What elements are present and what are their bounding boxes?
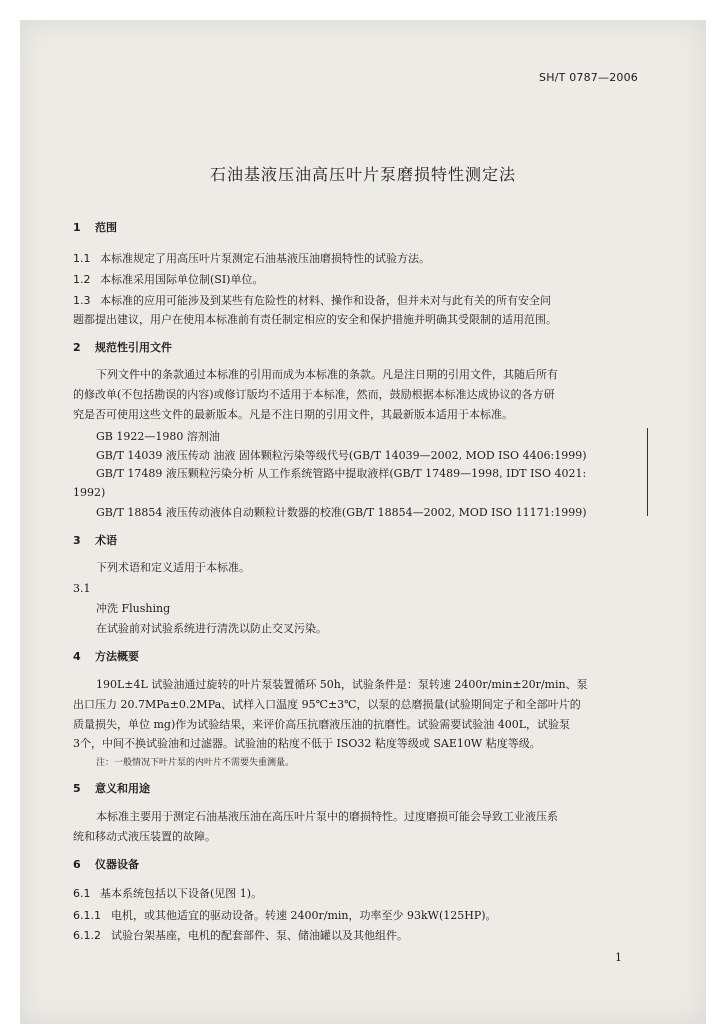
section-4-para-line-1: 190L±4L 试验油通过旋转的叶片泵装置循环 50h，试验条件是：泵转速 2400r/min±20r/min、泵 <box>96 678 588 691</box>
section-5-heading: 5 意义和用途 <box>73 782 150 795</box>
clause-1-1: 1.1 本标准规定了用高压叶片泵测定石油基液压油磨损特性的试验方法。 <box>73 252 430 265</box>
section-5-para-line-1: 本标准主要用于测定石油基液压油在高压叶片泵中的磨损特性。过度磨损可能会导致工业液压系 <box>96 810 558 823</box>
section-2-para-line-1: 下列文件中的条款通过本标准的引用而成为本标准的条款。凡是注日期的引用文件，其随后所有 <box>96 368 558 381</box>
term-flushing: 冲洗 Flushing <box>96 602 171 615</box>
section-4-para-line-4: 3个，中间不换试验油和过滤器。试验油的粘度不低于 ISO32 粘度等级或 SAE10W 粘度等级。 <box>73 737 541 750</box>
standard-code: SH/T 0787—2006 <box>539 71 638 84</box>
section-5-para-line-2: 统和移动式液压装置的故障。 <box>73 830 216 843</box>
reference-gbt-14039: GB/T 14039 液压传动 油液 固体颗粒污染等级代号(GB/T 14039—2002, MOD ISO 4406:1999) <box>96 449 587 462</box>
page-title: 石油基液压油高压叶片泵磨损特性测定法 <box>209 165 516 184</box>
section-3-heading: 3 术语 <box>73 534 117 547</box>
clause-6-1-2: 6.1.2 试验台架基座，电机的配套部件、泵、储油罐以及其他组件。 <box>73 929 408 942</box>
clause-1-3: 1.3 本标准的应用可能涉及到某些有危险性的材料、操作和设备，但并未对与此有关的所有安全问 <box>73 294 551 307</box>
section-2-heading: 2 规范性引用文件 <box>73 341 172 354</box>
section-4-note: 注：一般情况下叶片泵的内叶片不需要失重测量。 <box>96 758 295 768</box>
section-2-para-line-3: 究是否可使用这些文件的最新版本。凡是不注日期的引用文件，其最新版本适用于本标准。 <box>73 408 513 421</box>
section-4-heading: 4 方法概要 <box>73 650 139 663</box>
reference-gbt-17489-cont: 1992) <box>73 486 106 499</box>
section-6-heading: 6 仪器设备 <box>73 858 139 871</box>
revision-bar <box>647 428 648 516</box>
section-3-para: 下列术语和定义适用于本标准。 <box>96 561 250 574</box>
section-2-para-line-2: 的修改单(不包括勘误的内容)或修订版均不适用于本标准，然而，鼓励根据本标准达成协议的各方研 <box>73 388 555 401</box>
page-number: 1 <box>615 951 622 964</box>
reference-gbt-17489: GB/T 17489 液压颗粒污染分析 从工作系统管路中提取液样(GB/T 17489—1998, IDT ISO 4021: <box>96 467 587 480</box>
term-definition: 在试验前对试验系统进行清洗以防止交叉污染。 <box>96 622 327 635</box>
clause-1-3-cont: 题都提出建议，用户在使用本标准前有责任制定相应的安全和保护措施并明确其受限制的适用范围。 <box>73 313 557 326</box>
clause-6-1-1: 6.1.1 电机，或其他适宜的驱动设备。转速 2400r/min，功率至少 93kW(125HP)。 <box>73 909 497 922</box>
clause-1-2: 1.2 本标准采用国际单位制(SI)单位。 <box>73 273 264 286</box>
clause-6-1: 6.1 基本系统包括以下设备(见图 1)。 <box>73 887 263 900</box>
section-4-para-line-2: 出口压力 20.7MPa±0.2MPa、试样入口温度 95℃±3℃，以泵的总磨损量(试验期间定子和全部叶片的 <box>73 698 581 711</box>
reference-gb-1922: GB 1922—1980 溶剂油 <box>96 430 220 443</box>
clause-3-1: 3.1 <box>73 582 91 595</box>
section-1-heading: 1 范围 <box>73 221 117 234</box>
reference-gbt-18854: GB/T 18854 液压传动液体自动颗粒计数器的校准(GB/T 18854—2002, MOD ISO 11171:1999) <box>96 506 587 519</box>
section-4-para-line-3: 质量损失，单位 mg)作为试验结果，来评价高压抗磨液压油的抗磨性。试验需要试验油 400L，试验泵 <box>73 718 571 731</box>
